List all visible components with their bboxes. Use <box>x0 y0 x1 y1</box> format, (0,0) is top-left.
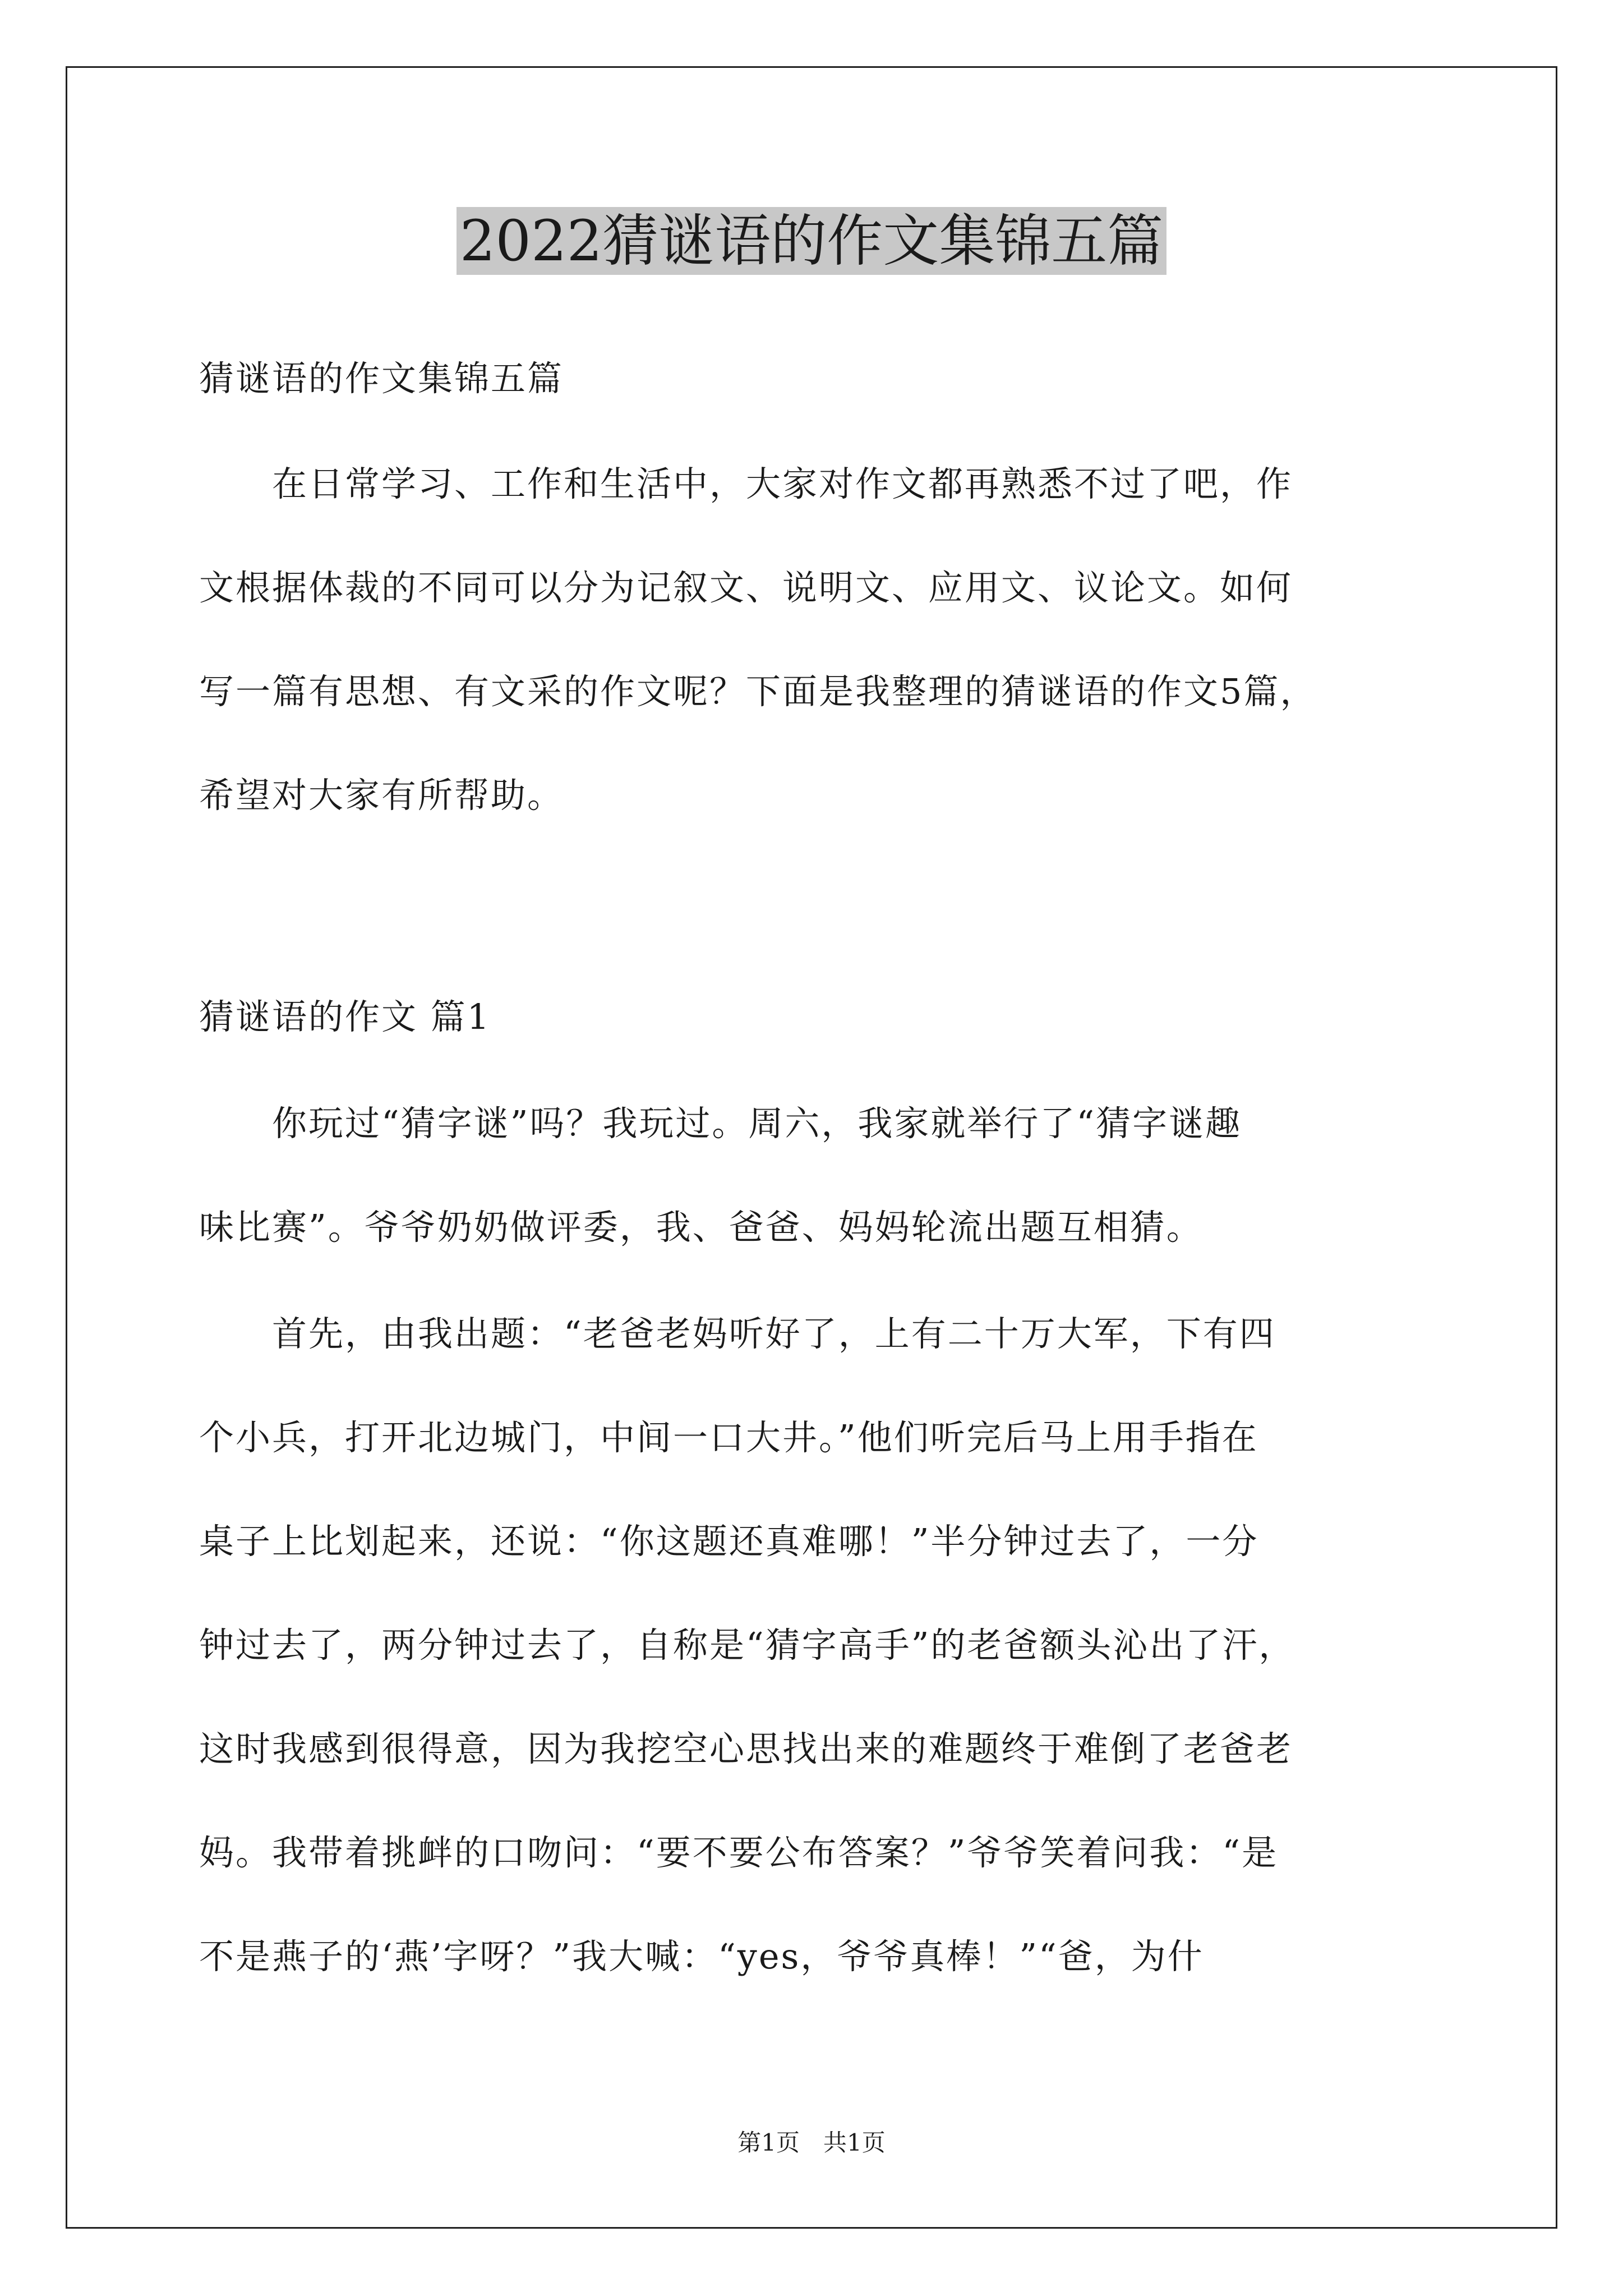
paragraph2-line-7: 不是燕子的‘燕’字呀？”我大喊：“yes，爷爷真棒！”“爸，为什 <box>199 1936 1204 1977</box>
page-footer: 第1页 共1页 <box>737 2129 886 2156</box>
intro-line-2: 文根据体裁的不同可以分为记叙文、说明文、应用文、议论文。如何 <box>199 567 1293 608</box>
paragraph2-line-6: 妈。我带着挑衅的口吻问：“要不要公布答案？”爷爷笑着问我：“是 <box>199 1832 1279 1873</box>
document-title <box>0 205 1623 278</box>
document-subtitle: 猜谜语的作文集锦五篇 <box>199 358 564 399</box>
paragraph2-line-3: 桌子上比划起来，还说：“你这题还真难哪！”半分钟过去了，一分 <box>199 1521 1259 1562</box>
document-title-text: 2022猜谜语的作文集锦五篇 <box>457 207 1167 275</box>
section-heading: 猜谜语的作文 篇1 <box>199 996 491 1037</box>
intro-line-1: 在日常学习、工作和生活中，大家对作文都再熟悉不过了吧，作 <box>199 463 1293 504</box>
paragraph2-line-5: 这时我感到很得意，因为我挖空心思找出来的难题终于难倒了老爸老 <box>199 1728 1293 1769</box>
paragraph1-line-2: 味比赛”。爷爷奶奶做评委，我、爸爸、妈妈轮流出题互相猜。 <box>199 1207 1203 1248</box>
intro-line-4: 希望对大家有所帮助。 <box>199 775 564 816</box>
intro-line-3: 写一篇有思想、有文采的作文呢？下面是我整理的猜谜语的作文5篇， <box>199 671 1317 712</box>
paragraph1-line-1: 你玩过“猜字谜”吗？我玩过。周六，我家就举行了“猜字谜趣 <box>199 1103 1242 1144</box>
paragraph2-line-1: 首先，由我出题：“老爸老妈听好了，上有二十万大军，下有四 <box>199 1313 1276 1354</box>
paragraph2-line-4: 钟过去了，两分钟过去了，自称是“猜字高手”的老爸额头沁出了汗， <box>199 1625 1295 1665</box>
paragraph2-line-2: 个小兵，打开北边城门，中间一口大井。”他们听完后马上用手指在 <box>199 1417 1258 1458</box>
